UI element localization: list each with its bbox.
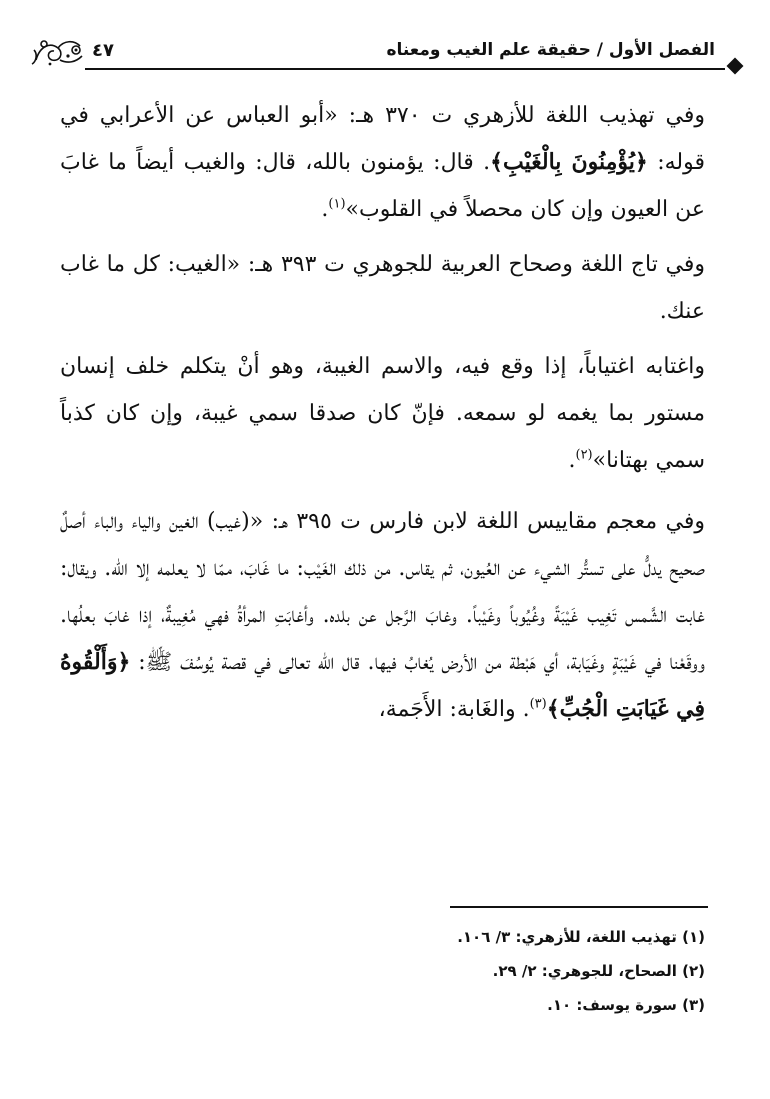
chapter-title: الفصل الأول / حقيقة علم الغيب ومعناه [386,40,715,60]
header-rule [85,68,725,70]
footnotes [60,920,705,1022]
paragraph-end: . [568,448,576,473]
paragraph-azhari [60,92,705,233]
footnote-item: (٣) سورة يوسف: ١٠. [547,996,705,1014]
paragraph-text: وفي معجم مقاييس اللغة لابن فارس ت ٣٩٥ هـ: «(غيب) الغين والياء والباء أصلٌ صحيح يدلُّ على تستُّر الشيء عن العُيون، ثم يقاس. من ذلك الغَيْب: ما غَابَ، ممّا لا يعلمه إلا الله. ويقال: غابت الشَّمس تَغِيب غَيْبَةً وغُيُوباً وغَيْباً. وغابَ الرَّجل عن بلده. وأغابَتِ المرأةُ فهي مُغِيبةٌ، إذا غابَ بعلُها. ووقَعْنا في غَيْبَةٍ وغَيَابة، أي هَبْطة من الأرض يُغابُ فيها. قال الله تعالى في قصة يُوسُفَ ﷺ: [60,509,705,675]
footnote-item: (٢) الصحاح، للجوهري: ٢/ ٢٩. [492,962,705,980]
paragraph-text: واغتابه اغتياباً، إذا وقع فيه، والاسم الغيبة، وهو أنْ يتكلم خلف إنسان مستور بما يغمه لو سمعه. فإنّ كان صدقا سمي غيبة، وإن كان كذباً سمي بهتانا» [60,354,705,473]
paragraph-text: وفي تهذيب اللغة للأزهري ت ٣٧٠ هـ: «أبو العباس عن الأعرابي في قوله: [60,103,705,175]
footnote-ref: (٣) [529,696,547,712]
paragraph-text: . والغَابة: الأَجَمة، [378,697,530,722]
header-diamond-ornament [727,58,744,75]
main-text [60,92,705,733]
floral-ornament-icon [30,36,88,68]
page-number: ٤٧ [92,40,114,61]
quran-verse: ﴿وَأَلْقُوهُ فِي غَيَابَتِ الْجُبِّ﴾ [60,649,705,722]
paragraph-ightiyab [60,343,705,484]
paragraph-ibn-faris [60,498,705,733]
paragraph-end: . [321,197,329,222]
paragraph-text: . قال: يؤمنون بالله، قال: والغيب أيضاً ما غابَ عن العيون وإن كان محصلاً في القلوب» [60,150,705,222]
footnote-ref: (١) [328,196,346,212]
paragraph-jawhari: وفي تاج اللغة وصحاح العربية للجوهري ت ٣٩٣ هـ: «الغيب: كل ما غاب عنك. [60,252,705,324]
quran-verse: ﴿يُؤْمِنُونَ بِالْغَيْبِ﴾ [490,149,648,175]
footnote-ref: (٢) [575,447,593,463]
footnote-item: (١) تهذيب اللغة، للأزهري: ٣/ ١٠٦. [457,928,705,946]
page-header [30,36,735,70]
footnote-separator [450,906,708,908]
